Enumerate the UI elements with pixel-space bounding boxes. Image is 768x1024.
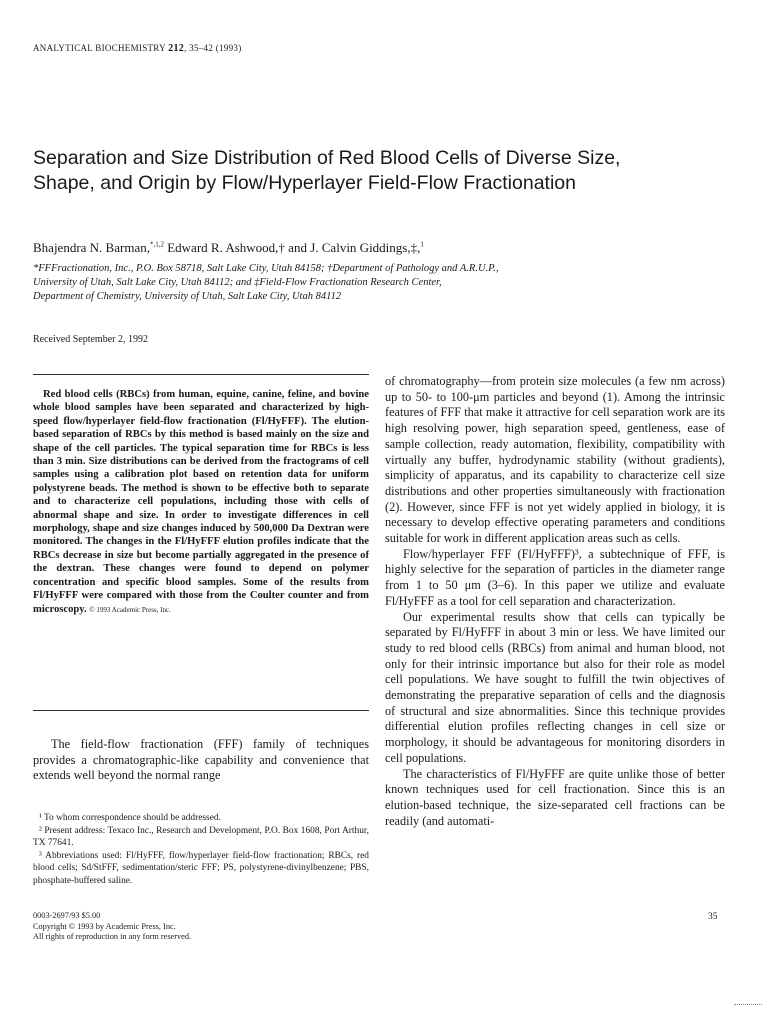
right-paragraph-3: Our experimental results show that cells can typically be separated by Fl/HyFFF in about 3 min or less. We have limited our study to red blood cells (RBCs) from animal and human blood, not only for their intrinsic importance but also for their role as model cell populations. We have sought to fulfill the twin objectives of demonstrating the preparative separation of cells and the diagnosis of structural and size abnormalities. Since this technique provides differential elution profiles reflecting changes in cell size or morphology, it should be advantageous for monitoring disorders in cell populations.	[385, 609, 725, 765]
rights-line: All rights of reproduction in any form reserved.	[33, 932, 192, 941]
footnote-1: ¹ To whom correspondence should be addressed.	[39, 813, 221, 823]
issn-line: 0003-2697/93 $5.00	[33, 911, 101, 920]
received-date: Received September 2, 1992	[33, 334, 148, 345]
footnote-2: ² Present address: Texaco Inc., Research and Development, P.O. Box 1608, Port Arthur, TX 77641.	[33, 825, 369, 848]
right-paragraph-1: of chromatography—from protein size molecules (a few nm across) up to 50- to 100-μm particles and beyond (1). Among the intrinsic features of FFF that make it attractive for cell separation work are its high resolving power, high separation speed, gentleness, ease of sample collection, ready automation, flexibility, compatibility with virtually any buffer, hydrodynamic stability (without gradients), simplicity of apparatus, and its capability to characterize cell size distributions and other properties simultaneously with fractionation (2). However, since FFF is not yet widely applied in biology, it is necessary to develop effective operating parameters and conditions suitable for work in different application areas such as cells.	[385, 374, 725, 546]
journal-volume: 212	[168, 43, 185, 54]
page-number: 35	[708, 912, 718, 922]
abstract-text: Red blood cells (RBCs) from human, equine, canine, feline, and bovine whole blood samples have been separated and characterized by high-speed flow/hyperlayer field-flow fractionation (Fl/HyFFF). The elution-based separation of RBCs by this method is based mainly on the size and shape of the cell particles. The typical separation time for RBCs is less than 3 min. Size distributions can be derived from the fractograms of cell samples using a calibration plot based on retention data for uniform polystyrene beads. The method is shown to be effective both to separate and to characterize cell populations, including those with cells of abnormal shape and size. In order to investigate differences in cell morphology, shape and size changes induced by 500,000 Da Dextran were monitored. The changes in the Fl/HyFFF elution profiles indicate that the RBCs decrease in size but become partially aggregated in the presence of the dextran. These changes were found to depend on polymer concentration and specific blood samples. Some of the results from Fl/HyFFF were compared with those from the Coulter counter and from microscopy.	[33, 389, 369, 615]
right-column	[385, 374, 725, 829]
abstract	[33, 388, 369, 617]
intro-left-column	[33, 737, 369, 784]
journal-name: ANALYTICAL BIOCHEMISTRY	[33, 43, 166, 53]
journal-header	[33, 43, 242, 54]
right-paragraph-2: Flow/hyperlayer FFF (Fl/HyFFF)³, a subtechnique of FFF, is highly selective for the separation of particles in the diameter range from 1 to 50 μm (3–6). In this paper we utilize and evaluate Fl/HyFFF as a tool for cell separation and characterization.	[385, 546, 725, 608]
affiliation-line: Department of Chemistry, University of Utah, Salt Lake City, Utah 84112	[33, 291, 342, 302]
abstract-copyright: © 1993 Academic Press, Inc.	[89, 605, 171, 614]
abstract-top-rule	[33, 374, 369, 375]
affiliation-line: *FFFractionation, Inc., P.O. Box 58718, Salt Lake City, Utah 84158; †Department of Pathology and A.R.U.P.,	[33, 263, 499, 274]
abstract-bottom-rule	[33, 710, 369, 711]
scan-corner-mark	[734, 1004, 762, 1005]
journal-pages: , 35–42 (1993)	[184, 43, 242, 53]
affiliations	[33, 262, 733, 304]
footnotes	[33, 812, 369, 887]
author-3-marks: 1	[420, 240, 424, 249]
author-1-marks: *,1,2	[149, 240, 164, 249]
footnote-3: ³ Abbreviations used: Fl/HyFFF, flow/hyperlayer field-flow fractionation; RBCs, red blood cells; Sd/StFFF, sedimentation/steric FFF; PS, polystyrene-divinylbenzene; PBS, phosphate-buffered saline.	[33, 850, 369, 886]
right-paragraph-4: The characteristics of Fl/HyFFF are quite unlike those of better known techniques used for cell fractionation. Since this is an elution-based technique, the size-separated cell fractions can be readily (and automati-	[385, 766, 725, 828]
article-title: Separation and Size Distribution of Red Blood Cells of Diverse Size, Shape, and Origin by Flow/Hyperlayer Field-Flow Fractionation	[33, 147, 621, 194]
author-1: Bhajendra N. Barman,	[33, 240, 150, 255]
affiliation-line: University of Utah, Salt Lake City, Utah 84112; and ‡Field-Flow Fractionation Research Center,	[33, 277, 442, 288]
copyright-block	[33, 911, 191, 943]
author-2-3: Edward R. Ashwood,† and J. Calvin Giddings,‡,	[163, 240, 421, 255]
author-list	[33, 240, 424, 256]
intro-paragraph: The field-flow fractionation (FFF) family of techniques provides a chromatographic-like capability and convenience that extends well beyond the normal range	[33, 737, 369, 783]
copyright-line: Copyright © 1993 by Academic Press, Inc.	[33, 921, 176, 931]
